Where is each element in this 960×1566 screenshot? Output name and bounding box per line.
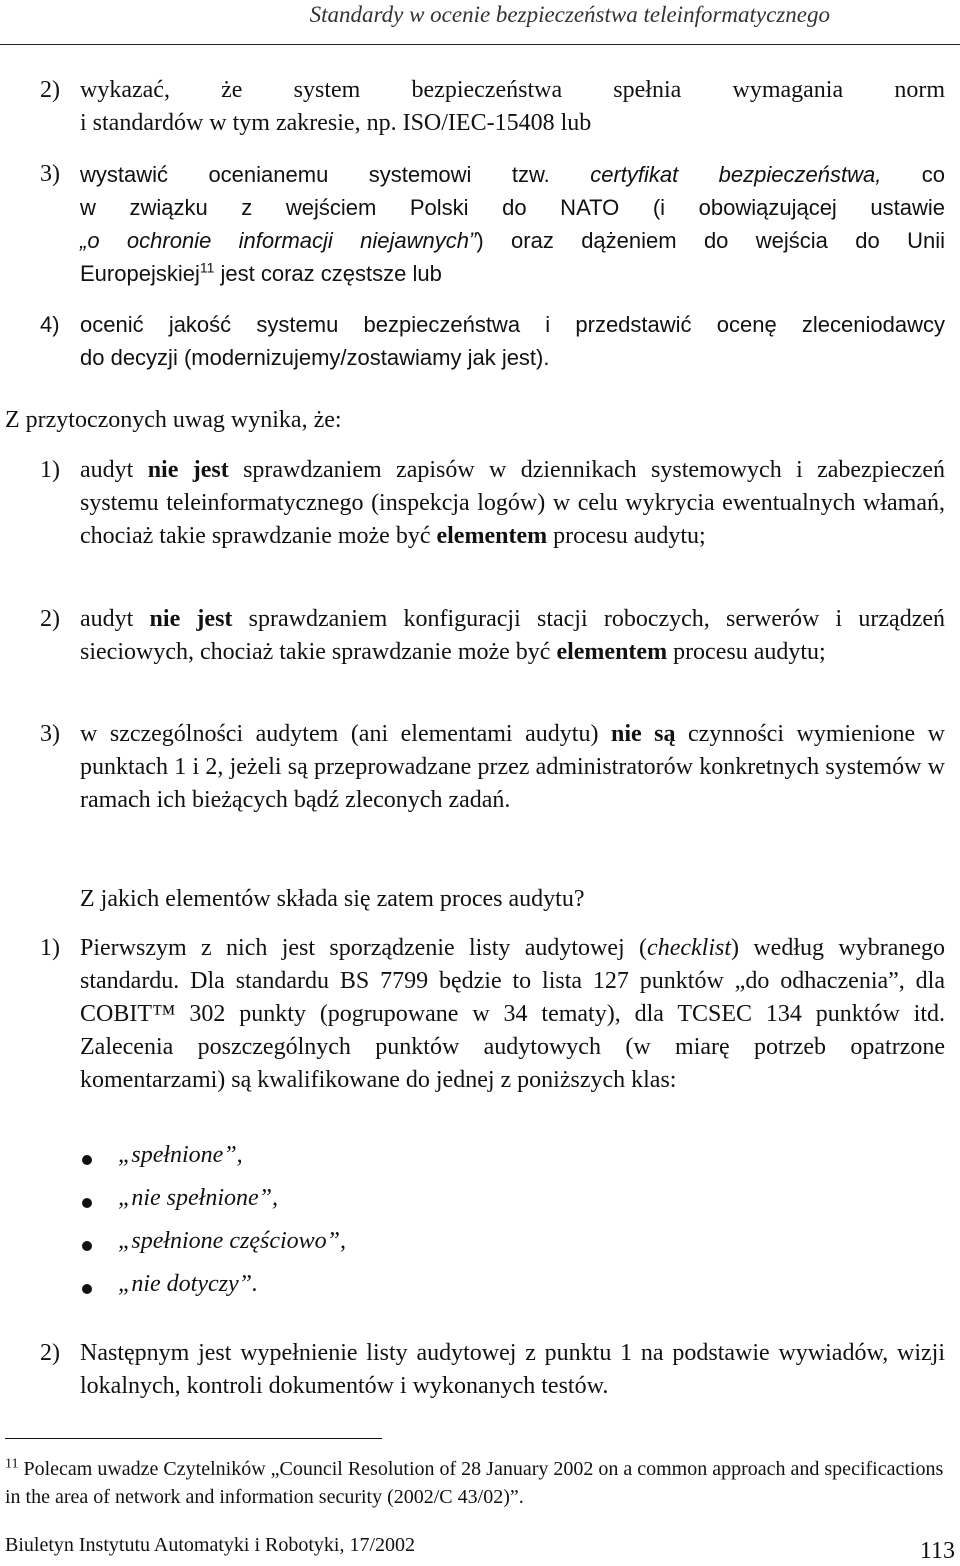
- item-text: procesu audytu;: [667, 639, 826, 665]
- running-header: [0, 2, 960, 45]
- footnote-text: Polecam uwadze Czytelników „Council Resolution of 28 January 2002 on a common approach and specificactions in the area of network and information security (2002/C 43/02)”.: [5, 1458, 944, 1508]
- item-text: wystawić ocenianemu systemowi tzw.: [80, 162, 550, 187]
- item-number: 4): [40, 312, 60, 337]
- item-number: 3): [40, 721, 60, 747]
- item-text-bold: nie są: [610, 721, 676, 747]
- list-item: [40, 158, 945, 290]
- footer-publication: Biuletyn Instytutu Automatyki i Robotyki, 17/2002: [5, 1534, 416, 1556]
- bullet-dot: [82, 1284, 92, 1294]
- footnote-mark: 11: [5, 1456, 19, 1472]
- bullet-dot: [82, 1198, 92, 1208]
- item-text: co: [921, 162, 945, 187]
- list-item: [40, 1337, 945, 1403]
- item-text-italic: checklist: [647, 935, 731, 961]
- item-text: Pierwszym z nich jest sporządzenie listy audytowej (: [80, 935, 648, 961]
- item-line: do decyzji (modernizujemy/zostawiamy jak jest).: [80, 345, 550, 370]
- item-line: w związku z wejściem Polski do NATO (i obowiązującej ustawie: [80, 195, 945, 220]
- item-number: 1): [40, 457, 60, 483]
- item-number: 3): [40, 161, 60, 187]
- item-text: ) oraz dążeniem do wejścia do Unii: [476, 228, 945, 253]
- item-text: sprawdzaniem konfiguracji stacji roboczych, serwerów i urządzeń sieciowych, chociaż takie sprawdzanie może być: [80, 606, 946, 665]
- item-text: w szczególności audytem (ani elementami audytu): [80, 721, 611, 747]
- bullet-dot: [82, 1155, 92, 1165]
- bullet-dot: [82, 1241, 92, 1251]
- intro-paragraph: Z przytoczonych uwag wynika, że:: [5, 407, 342, 433]
- item-number: 2): [40, 606, 60, 632]
- item-text: procesu audytu;: [547, 523, 706, 549]
- item-line: i standardów w tym zakresie, np. ISO/IEC-15408 lub: [80, 110, 592, 136]
- list-item: [40, 454, 945, 553]
- item-text-italic: „o ochronie informacji niejawnych”: [80, 228, 477, 253]
- list-item: [40, 74, 945, 140]
- footnote-ref: 11: [199, 259, 215, 276]
- item-text: Europejskiej: [80, 261, 200, 286]
- list-item: [40, 932, 945, 1097]
- item-text-bold: nie jest: [147, 457, 229, 483]
- item-text: sprawdzaniem zapisów w dziennikach systemowych i zabezpieczeń systemu teleinformatycznego (inspekcja logów) w celu wykrycia ewentualnych włamań, chociaż takie sprawdzanie może być: [80, 457, 945, 549]
- item-text-bold: nie jest: [149, 606, 233, 632]
- list-item: [40, 718, 945, 817]
- item-text: Następnym jest wypełnienie listy audytowej z punktu 1 na podstawie wywiadów, wizji lokalnych, kontroli dokumentów i wykonanych testów.: [80, 1340, 945, 1399]
- footnote-separator: [5, 1438, 382, 1439]
- item-text-bold: elementem: [556, 639, 668, 665]
- bullet-item: „nie dotyczy”.: [118, 1271, 258, 1297]
- list-item: [40, 603, 945, 669]
- item-text: ) według wybranego standardu. Dla standardu BS 7799 będzie to lista 127 punktów „do odhaczenia”, dla COBIT™ 302 punkty (pogrupowane w 34 tematy), dla TCSEC 134 punktów itd. Zalecenia poszczególnych punktów audytowych (w miarę potrzeb opatrzone komentarzami) są kwalifikowane do jednej z poniższych klas:: [80, 935, 945, 1093]
- item-number: 2): [40, 1340, 60, 1366]
- bullet-item: „spełnione”,: [118, 1142, 243, 1168]
- page-number: 113: [919, 1538, 955, 1564]
- item-text: jest coraz częstsze lub: [220, 261, 442, 286]
- item-text: audyt: [80, 606, 150, 632]
- footnote: [5, 1455, 945, 1511]
- item-text-bold: elementem: [436, 523, 548, 549]
- item-line: wykazać, że system bezpieczeństwa spełnia wymagania norm: [80, 77, 945, 103]
- bullet-item: „spełnione częściowo”,: [118, 1228, 346, 1254]
- item-text: audyt: [80, 457, 148, 483]
- item-line: ocenić jakość systemu bezpieczeństwa i przedstawić ocenę zleceniodawcy: [80, 312, 945, 337]
- item-text-italic: certyfikat bezpieczeństwa,: [590, 162, 882, 187]
- list-item: [40, 308, 945, 374]
- bullet-item: „nie spełnione”,: [118, 1185, 278, 1211]
- item-text: czynności wymienione w punktach 1 i 2, jeżeli są przeprowadzane przez administratorów konkretnych systemów w ramach ich bieżących bądź zleconych zadań.: [80, 721, 946, 813]
- header-title: Standardy w ocenie bezpieczeństwa teleinformatycznego: [309, 2, 830, 27]
- item-number: 2): [40, 77, 60, 103]
- item-number: 1): [40, 935, 60, 961]
- question-paragraph: Z jakich elementów składa się zatem proces audytu?: [80, 886, 585, 912]
